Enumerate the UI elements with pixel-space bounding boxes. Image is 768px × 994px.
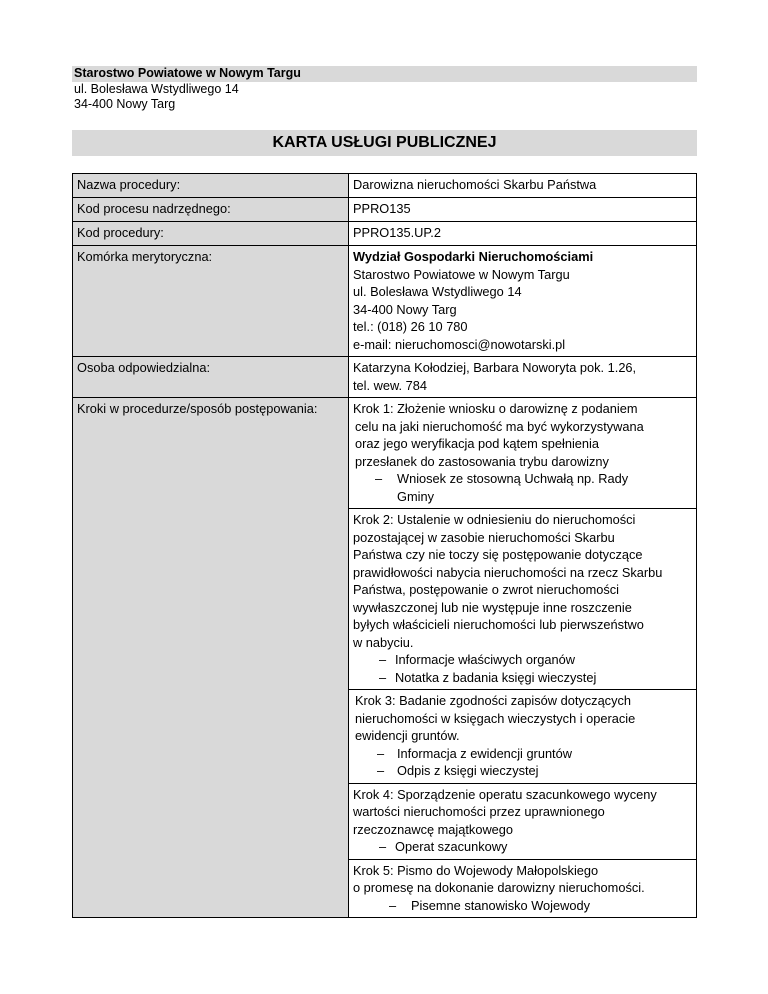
label-procedure-code: Kod procedury:	[73, 222, 349, 246]
dash-bullet: –	[375, 471, 383, 486]
step-document-item	[353, 762, 693, 780]
dash-bullet: –	[379, 839, 387, 854]
table-row	[73, 174, 697, 198]
step-2	[349, 508, 696, 689]
table-row	[73, 222, 697, 246]
value-procedure-steps	[349, 398, 697, 918]
step-document-text: Notatka z badania księgi wieczystej	[395, 669, 597, 685]
step-text: wartości nieruchomości przez uprawnionego	[353, 804, 605, 819]
step-text: Państwa czy nie toczy się postępowanie dotyczące	[353, 547, 643, 562]
value-department	[349, 246, 697, 357]
step-document-text: Odpis z księgi wieczystej	[397, 763, 539, 778]
step-3	[349, 689, 696, 783]
value-procedure-code: PPRO135.UP.2	[349, 222, 697, 246]
step-text: byłych właścicieli nieruchomości lub pierwszeństwo	[353, 617, 644, 632]
step-document-item	[353, 897, 693, 915]
label-parent-process-code: Kod procesu nadrzędnego:	[73, 198, 349, 222]
step-text: celu na jaki nieruchomość ma być wykorzystywana	[355, 418, 644, 434]
dash-bullet: –	[377, 763, 385, 778]
department-line: Starostwo Powiatowe w Nowym Targu	[353, 266, 570, 282]
value-parent-process-code: PPRO135	[349, 198, 697, 222]
step-document-item	[353, 838, 693, 856]
responsible-line: Katarzyna Kołodziej, Barbara Noworyta pok. 1.26,	[353, 360, 637, 375]
department-phone: tel.: (018) 26 10 780	[353, 319, 468, 334]
dash-bullet: –	[379, 652, 387, 667]
step-document-item	[353, 745, 693, 763]
dash-bullet: –	[389, 897, 397, 913]
value-procedure-name: Darowizna nieruchomości Skarbu Państwa	[349, 174, 697, 198]
department-line: ul. Bolesława Wstydliwego 14	[353, 284, 522, 299]
department-email: e-mail: nieruchomosci@nowotarski.pl	[353, 336, 566, 352]
step-text: Krok 4: Sporządzenie operatu szacunkowego wyceny	[353, 786, 657, 802]
responsible-line: tel. wew. 784	[353, 377, 427, 393]
label-responsible-person: Osoba odpowiedzialna:	[73, 357, 349, 398]
step-text: o promesę na dokonanie darowizny nieruchomości.	[353, 880, 645, 895]
step-text: nieruchomości w księgach wieczystych i operacie	[355, 710, 636, 726]
step-document-text: Pisemne stanowisko Wojewody	[411, 897, 591, 913]
value-responsible-person	[349, 357, 697, 398]
office-address-city: 34-400 Nowy Targ	[74, 97, 176, 111]
step-5	[349, 859, 696, 918]
step-text: w nabyciu.	[353, 634, 414, 650]
step-text: pozostającej w zasobie nieruchomości Skarbu	[353, 529, 615, 545]
office-address-street: ul. Bolesława Wstydliwego 14	[74, 81, 239, 96]
office-header	[72, 66, 697, 113]
table-row	[73, 357, 697, 398]
step-document-item	[353, 669, 693, 687]
step-document-item	[353, 651, 693, 669]
step-text: Krok 1: Złożenie wniosku o darowiznę z podaniem	[353, 401, 638, 416]
dash-bullet: –	[377, 745, 385, 761]
table-row	[73, 246, 697, 357]
step-text: Krok 5: Pismo do Wojewody Małopolskiego	[353, 862, 599, 878]
step-document-text: Wniosek ze stosowną Uchwałą np. Rady Gminy	[397, 471, 629, 504]
step-text: ewidencji gruntów.	[355, 728, 460, 743]
step-text: oraz jego weryfikacja pod kątem spełnienia	[355, 436, 599, 451]
step-text: Państwa, postępowanie o zwrot nieruchomości	[353, 582, 620, 597]
label-department: Komórka merytoryczna:	[73, 246, 349, 357]
department-name: Wydział Gospodarki Nieruchomościami	[353, 249, 594, 264]
step-document-text: Informacja z ewidencji gruntów	[397, 745, 572, 761]
step-document-item	[353, 470, 693, 505]
label-procedure-name: Nazwa procedury:	[73, 174, 349, 198]
table-row	[73, 198, 697, 222]
table-row	[73, 398, 697, 918]
step-text: Krok 3: Badanie zgodności zapisów dotyczących	[355, 693, 631, 708]
step-1	[349, 398, 696, 508]
step-text: rzeczoznawcę majątkowego	[353, 821, 514, 837]
service-card-table	[72, 173, 697, 918]
step-text: Krok 2: Ustalenie w odniesieniu do nieruchomości	[353, 512, 636, 527]
step-text: przesłanek do zastosowania trybu darowizny	[355, 453, 609, 469]
step-text: wywłaszczonej lub nie występuje inne roszczenie	[353, 599, 632, 615]
dash-bullet: –	[379, 669, 387, 685]
label-procedure-steps: Kroki w procedurze/sposób postępowania:	[73, 398, 349, 918]
step-document-text: Informacje właściwych organów	[395, 652, 575, 667]
document-title: KARTA USŁUGI PUBLICZNEJ	[72, 130, 697, 156]
step-document-text: Operat szacunkowy	[395, 839, 508, 854]
department-line: 34-400 Nowy Targ	[353, 301, 457, 317]
step-4	[349, 783, 696, 859]
office-name: Starostwo Powiatowe w Nowym Targu	[72, 66, 697, 82]
step-text: prawidłowości nabycia nieruchomości na rzecz Skarbu	[353, 564, 663, 580]
